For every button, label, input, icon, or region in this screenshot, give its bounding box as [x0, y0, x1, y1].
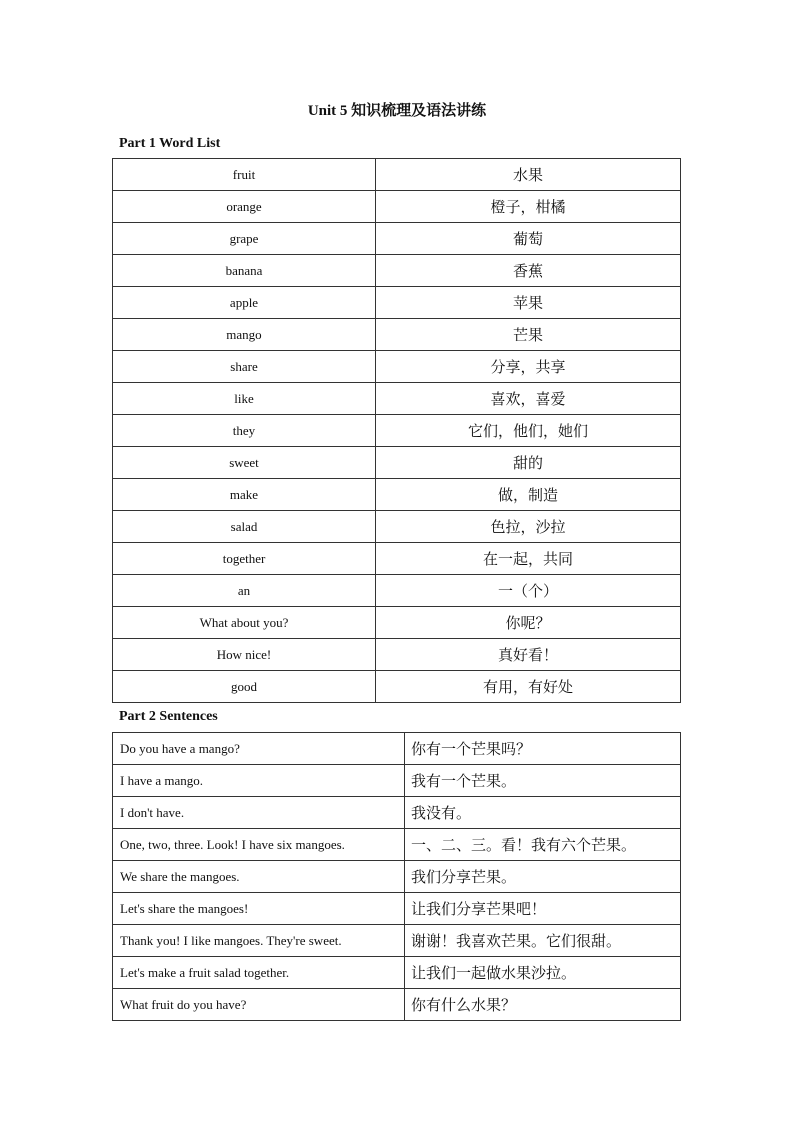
- chinese-cell: 喜欢，喜爱: [376, 383, 681, 415]
- english-cell: an: [113, 575, 376, 607]
- word-row: [113, 543, 681, 575]
- chinese-cell: 它们，他们，她们: [376, 415, 681, 447]
- word-row: [113, 255, 681, 287]
- chinese-cell: 甜的: [376, 447, 681, 479]
- english-cell: they: [113, 415, 376, 447]
- sentence-row: [113, 861, 681, 893]
- sentence-row: [113, 893, 681, 925]
- word-row: [113, 319, 681, 351]
- english-cell: How nice!: [113, 639, 376, 671]
- chinese-cell: 分享，共享: [376, 351, 681, 383]
- english-cell: salad: [113, 511, 376, 543]
- word-row: [113, 287, 681, 319]
- word-row: [113, 639, 681, 671]
- sentences-heading: Part 2 Sentences: [119, 709, 218, 724]
- sentence-row: [113, 957, 681, 989]
- english-cell: apple: [113, 287, 376, 319]
- chinese-cell: 苹果: [376, 287, 681, 319]
- chinese-cell: 一（个）: [376, 575, 681, 607]
- word-list-heading: Part 1 Word List: [119, 136, 221, 151]
- word-row: [113, 415, 681, 447]
- chinese-cell: 有用，有好处: [376, 671, 681, 703]
- chinese-cell: 谢谢！我喜欢芒果。它们很甜。: [405, 925, 681, 957]
- word-row: [113, 383, 681, 415]
- word-row: [113, 575, 681, 607]
- english-cell: Let's share the mangoes!: [113, 893, 405, 925]
- chinese-cell: 一、二、三。看！我有六个芒果。: [405, 829, 681, 861]
- word-row: [113, 479, 681, 511]
- english-cell: Let's make a fruit salad together.: [113, 957, 405, 989]
- english-cell: share: [113, 351, 376, 383]
- sentence-row: [113, 989, 681, 1021]
- chinese-cell: 水果: [376, 159, 681, 191]
- chinese-cell: 让我们分享芒果吧！: [405, 893, 681, 925]
- word-row: [113, 671, 681, 703]
- chinese-cell: 做，制造: [376, 479, 681, 511]
- chinese-cell: 香蕉: [376, 255, 681, 287]
- english-cell: Thank you! I like mangoes. They're sweet.: [113, 925, 405, 957]
- english-cell: good: [113, 671, 376, 703]
- english-cell: banana: [113, 255, 376, 287]
- english-cell: make: [113, 479, 376, 511]
- english-cell: What fruit do you have?: [113, 989, 405, 1021]
- chinese-cell: 我有一个芒果。: [405, 765, 681, 797]
- word-row: [113, 223, 681, 255]
- sentence-row: [113, 829, 681, 861]
- english-cell: like: [113, 383, 376, 415]
- sentence-row: [113, 765, 681, 797]
- chinese-cell: 你有一个芒果吗？: [405, 733, 681, 765]
- sentence-row: [113, 733, 681, 765]
- chinese-cell: 在一起，共同: [376, 543, 681, 575]
- page-title: Unit 5 知识梳理及语法讲练: [307, 103, 487, 119]
- chinese-cell: 葡萄: [376, 223, 681, 255]
- english-cell: orange: [113, 191, 376, 223]
- sentences-table: [112, 732, 681, 1021]
- chinese-cell: 色拉，沙拉: [376, 511, 681, 543]
- english-cell: What about you?: [113, 607, 376, 639]
- word-row: [113, 607, 681, 639]
- word-row: [113, 351, 681, 383]
- chinese-cell: 我没有。: [405, 797, 681, 829]
- word-row: [113, 191, 681, 223]
- english-cell: sweet: [113, 447, 376, 479]
- chinese-cell: 芒果: [376, 319, 681, 351]
- word-list-table: [112, 158, 681, 703]
- english-cell: I have a mango.: [113, 765, 405, 797]
- chinese-cell: 橙子，柑橘: [376, 191, 681, 223]
- english-cell: We share the mangoes.: [113, 861, 405, 893]
- chinese-cell: 你呢？: [376, 607, 681, 639]
- chinese-cell: 我们分享芒果。: [405, 861, 681, 893]
- english-cell: Do you have a mango?: [113, 733, 405, 765]
- word-row: [113, 447, 681, 479]
- english-cell: mango: [113, 319, 376, 351]
- sentence-row: [113, 925, 681, 957]
- chinese-cell: 你有什么水果？: [405, 989, 681, 1021]
- word-row: [113, 511, 681, 543]
- chinese-cell: 真好看！: [376, 639, 681, 671]
- word-row: [113, 159, 681, 191]
- english-cell: fruit: [113, 159, 376, 191]
- chinese-cell: 让我们一起做水果沙拉。: [405, 957, 681, 989]
- english-cell: grape: [113, 223, 376, 255]
- english-cell: I don't have.: [113, 797, 405, 829]
- english-cell: One, two, three. Look! I have six mangoes.: [113, 829, 405, 861]
- sentence-row: [113, 797, 681, 829]
- english-cell: together: [113, 543, 376, 575]
